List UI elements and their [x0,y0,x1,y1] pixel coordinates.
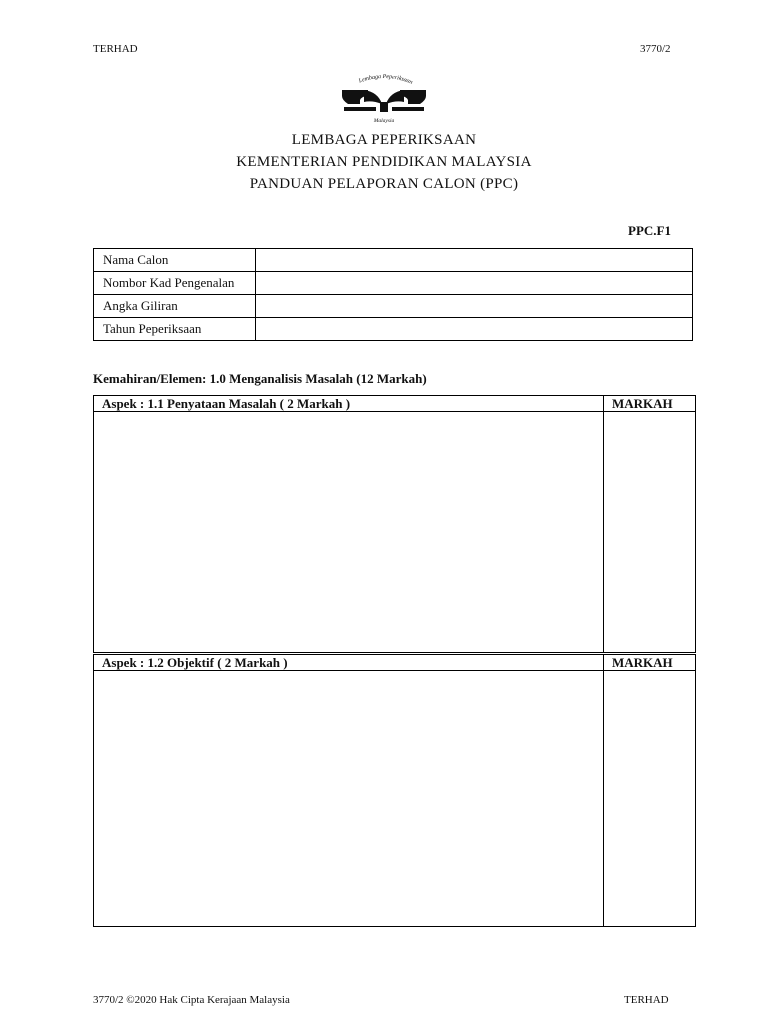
svg-text:Lembaga Peperiksaan [357,74,413,86]
aspect-mark-label: MARKAH [604,396,696,412]
title-line-1: LEMBAGA PEPERIKSAAN [291,132,477,148]
header-classification: TERHAD [93,43,138,55]
field-label-tahun-peperiksaan: Tahun Peperiksaan [94,318,256,341]
field-label-nama-calon: Nama Calon [94,249,256,272]
table-row [94,671,696,927]
aspect-title: Aspek : 1.2 Objektif ( 2 Markah ) [94,655,604,671]
table-row [94,272,693,295]
field-label-nombor-kad: Nombor Kad Pengenalan [94,272,256,295]
footer-copyright: 3770/2 ©2020 Hak Cipta Kerajaan Malaysia [93,994,290,1006]
lembaga-peperiksaan-logo [338,74,430,131]
aspect-title: Aspek : 1.1 Penyataan Masalah ( 2 Markah ) [94,396,604,412]
field-value-nama-calon[interactable] [256,249,693,272]
table-row [94,295,693,318]
table-row [94,249,693,272]
candidate-info-table [93,248,693,341]
aspect-answer-area[interactable] [94,412,604,653]
aspect-mark-value[interactable] [604,671,696,927]
aspect-mark-label: MARKAH [604,655,696,671]
form-code: PPC.F1 [628,223,671,238]
aspect-mark-value[interactable] [604,412,696,653]
table-row [94,412,696,653]
field-value-angka-giliran[interactable] [256,295,693,318]
field-label-angka-giliran: Angka Giliran [94,295,256,318]
skill-heading: Kemahiran/Elemen: 1.0 Menganalisis Masalah (12 Markah) [93,371,427,386]
header-paper-code: 3770/2 [640,43,671,55]
logo-arc-text: Lembaga Peperiksaan [358,74,414,86]
title-line-2: KEMENTERIAN PENDIDIKAN MALAYSIA [236,154,532,170]
aspect-table-1-1 [93,395,696,653]
field-value-nombor-kad[interactable] [256,272,693,295]
title-line-3: PANDUAN PELAPORAN CALON (PPC) [249,176,519,192]
table-row [94,655,696,671]
logo-bottom-text: Malaysia [373,118,395,124]
table-row [94,318,693,341]
aspect-answer-area[interactable] [94,671,604,927]
footer-classification: TERHAD [624,994,669,1006]
aspect-table-1-2 [93,654,696,927]
table-row [94,396,696,412]
field-value-tahun-peperiksaan[interactable] [256,318,693,341]
